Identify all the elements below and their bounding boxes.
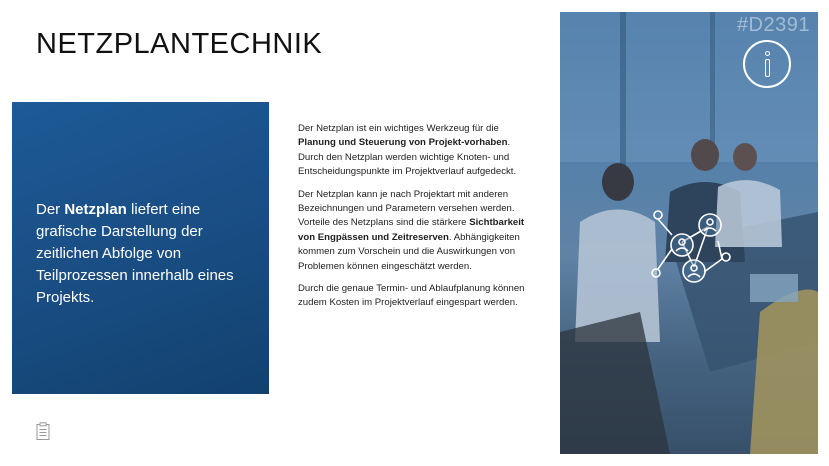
highlight-text-bold: Netzplan: [64, 201, 127, 218]
info-icon-dot: [765, 51, 770, 56]
body-p1-text-a: Der Netzplan ist ein wichtiges Werkzeug für die: [298, 123, 499, 134]
body-paragraph-3: Durch die genaue Termin- und Ablaufplanung können zudem Kosten im Projektverlauf eingespart werden.: [298, 283, 525, 309]
body-paragraph-2: [298, 188, 530, 274]
body-p1-text-b: . Durch den Netzplan werden wichtige Knoten- und Entscheidungspunkte im Projektverlauf aufgedeckt.: [298, 137, 517, 178]
team-photo: [560, 12, 818, 454]
highlight-text: [36, 199, 254, 309]
info-icon[interactable]: [743, 40, 791, 88]
info-icon-bar: [765, 59, 770, 77]
body-p2-text-a: Der Netzplan kann je nach Projektart mit anderen Bezeichnungen und Parametern versehen werden. Vorteile des Netzplans sind die stärkere: [298, 188, 515, 229]
body-column: [298, 122, 530, 319]
clipboard-icon[interactable]: [36, 422, 50, 440]
highlight-text-after: liefert eine grafische Darstellung der zeitlichen Abfolge von Teilprozessen innerhalb eines Projekts.: [36, 201, 234, 306]
photo-code: #D2391: [736, 14, 810, 36]
body-paragraph-1: [298, 122, 530, 180]
slide-title: NETZPLANTECHNIK: [36, 28, 323, 60]
network-people-icon: [644, 207, 740, 287]
highlight-text-before: Der: [36, 201, 65, 218]
body-p2-bold: Sichtbarkeit von Engpässen und Zeitreserven: [298, 217, 525, 243]
body-p1-bold: Planung und Steuerung von Projekt-vorhaben: [298, 137, 508, 149]
body-p2-text-b: . Abhängigkeiten kommen zum Vorschein und die Auswirkungen von Problemen können eingeschätzt werden.: [298, 231, 520, 272]
